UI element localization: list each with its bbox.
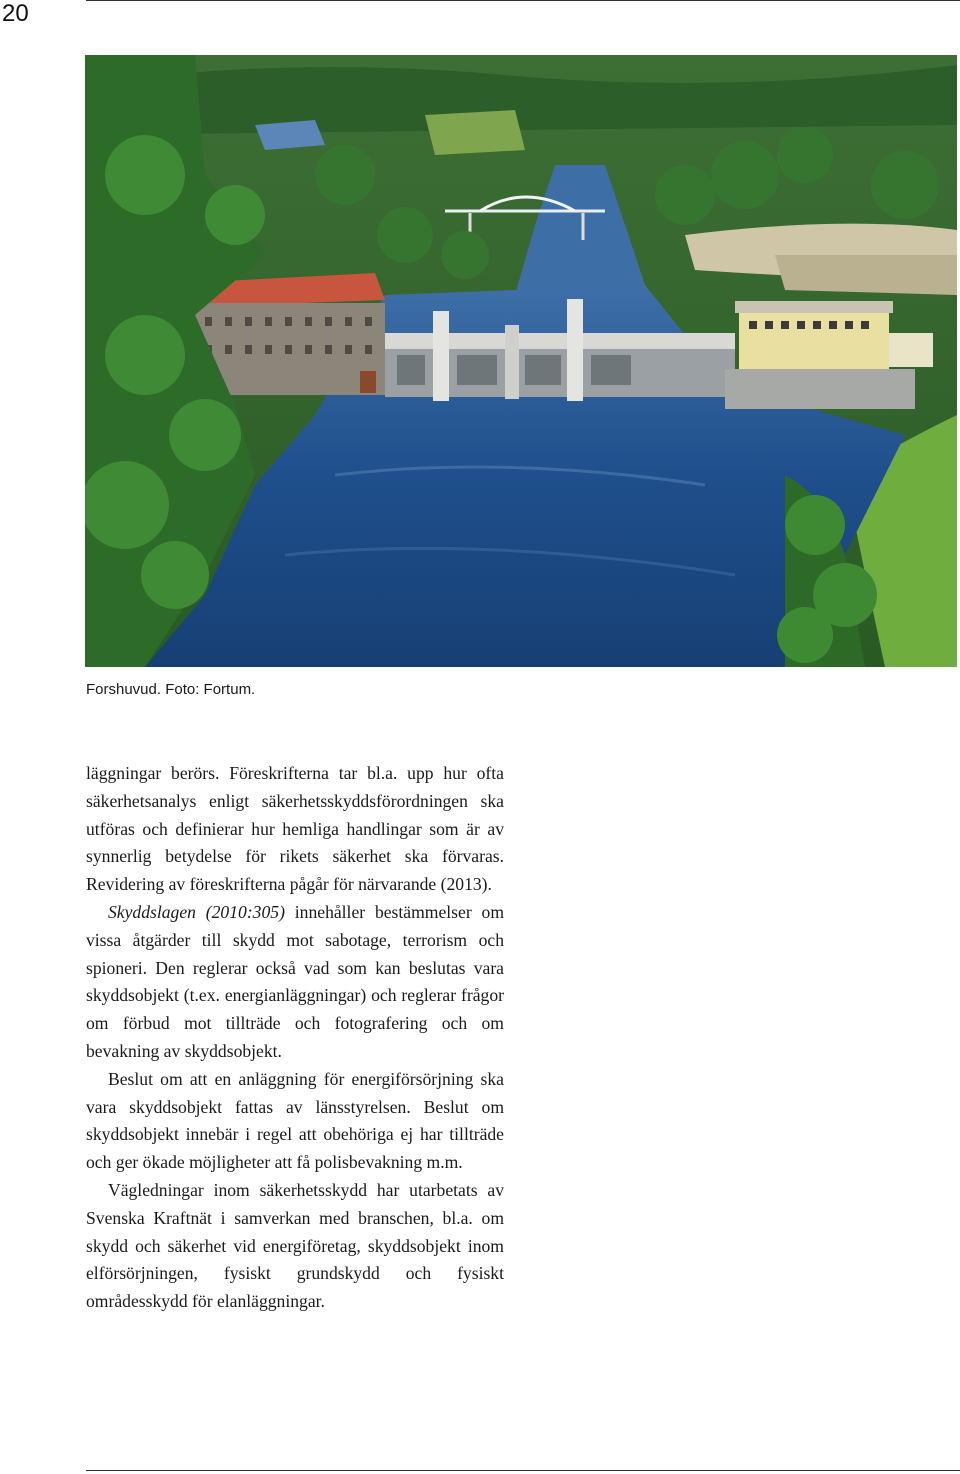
- body-text: [86, 760, 504, 1316]
- hydropower-photo: [85, 55, 957, 667]
- photo-caption: Forshuvud. Foto: Fortum.: [86, 681, 256, 698]
- paragraph-2: [86, 899, 504, 1066]
- photo-illustration: [85, 55, 957, 667]
- paragraph-3: Beslut om att en anläggning för energiförsörjning ska vara skyddsobjekt fattas av länsstyrelsen. Beslut om skyddsobjekt innebär i regel att obehöriga ej har tillträde och ger ökade möjligheter att få polisbevakning m.m.: [86, 1068, 504, 1173]
- paragraph-4: Vägledningar inom säkerhetsskydd har utarbetats av Svenska Kraftnät i samverkan med branschen, bl.a. om skydd och säkerhet vid energiföretag, skyddsobjekt inom elförsörjningen, fysiskt grundskydd och fysiskt områdesskydd för elanläggningar.: [86, 1179, 504, 1312]
- page-number: 20: [2, 0, 29, 27]
- top-rule: [86, 0, 960, 1]
- paragraph-1: läggningar berörs. Föreskrifterna tar bl.a. upp hur ofta säkerhetsanalys enligt säkerhetsskyddsförordningen ska utföras och definierar hur hemliga handlingar som är av synnerlig betydelse för rikets säkerhet ska förvaras. Revidering av föreskrifterna pågår för närvarande (2013).: [86, 763, 504, 895]
- law-title: Skyddslagen (2010:305): [108, 901, 285, 922]
- bottom-rule: [86, 1470, 960, 1471]
- paragraph-2-text: innehåller bestämmelser om vissa åtgärder till skydd mot sabotage, terrorism och spioneri. Den reglerar också vad som kan beslutas vara skyddsobjekt (t.ex. energianläggningar) och reglerar frågor om förbud mot tillträde och fotografering och om bevakning av skyddsobjekt.: [86, 901, 504, 1061]
